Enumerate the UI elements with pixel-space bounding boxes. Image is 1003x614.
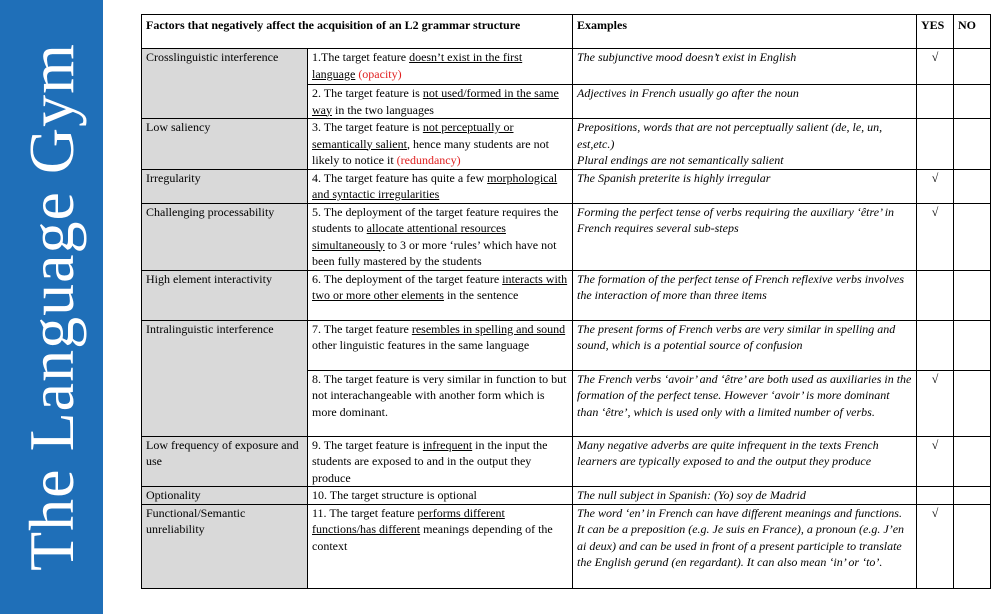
example-text: Prepositions, words that are not perceptually salient (de, le, un, est,etc.)	[577, 120, 883, 151]
table-row	[142, 49, 991, 85]
yes-cell	[917, 436, 954, 487]
check-mark: √	[931, 437, 939, 452]
factor-cell: High element interactivity	[142, 270, 308, 320]
description-text: 9. The target feature is	[312, 437, 423, 452]
factor-cell: Functional/Semantic unreliability	[142, 504, 308, 588]
check-mark: √	[931, 204, 939, 219]
description-cell	[308, 203, 573, 270]
check-mark: √	[931, 371, 939, 386]
header-yes: YES	[917, 15, 954, 49]
no-cell	[954, 436, 991, 487]
description-text: 3. The target feature is	[312, 120, 423, 134]
description-key-phrase: allocate attentional resources simultaneously	[312, 221, 506, 252]
description-text-end: in the two languages	[332, 102, 434, 117]
no-cell	[954, 487, 991, 505]
description-text: 8. The target feature is very similar in function to but not interachangeable with another form which is more dominant.	[312, 371, 567, 419]
example-text: The word ‘en’ in French can have different meanings and functions. It can be a preposition (e.g. Je suis en France), a pronoun (e.g. J’en ai deux) and can be used in front of a present participle to translate the English gerund (en regardant). It can also mean ‘in’ or ‘to’.	[577, 505, 905, 569]
no-cell	[954, 203, 991, 270]
description-text: 6. The deployment of the target feature	[312, 271, 503, 286]
table-row	[142, 487, 991, 505]
example-text: Forming the perfect tense of verbs requiring the auxiliary ‘être’ in French requires several sub-steps	[577, 204, 895, 235]
no-cell	[954, 119, 991, 170]
description-key-phrase: morphological and syntactic irregularities	[312, 170, 558, 201]
example-text: Adjectives in French usually go after the noun	[577, 86, 799, 100]
description-text: 4. The target feature has quite a few	[312, 170, 488, 185]
factor-cell: Low frequency of exposure and use	[142, 436, 308, 487]
factor-cell: Challenging processability	[142, 203, 308, 270]
example-text: The null subject in Spanish: (Yo) soy de Madrid	[577, 488, 806, 502]
example-cell	[573, 320, 917, 370]
description-cell	[308, 169, 573, 203]
yes-cell	[917, 487, 954, 505]
example-text: The French verbs ‘avoir’ and ‘être’ are both used as auxiliaries in the formation of the perfect tense. However ‘avoir’ is more dominant than ‘être’, which is used only with a limited number of verbs.	[577, 371, 912, 419]
description-text-end: to 3 or more ‘rules’ which have not been fully mastered by the students	[312, 237, 557, 268]
example-text: The formation of the perfect tense of French reflexive verbs involves the interaction of more than three items	[577, 271, 905, 302]
description-text: 7. The target feature	[312, 321, 412, 336]
example-cell	[573, 370, 917, 436]
description-text: 10. The target structure is optional	[312, 488, 477, 502]
description-text-end: , hence many students are not likely to notice it	[312, 136, 549, 167]
description-label: (opacity)	[358, 66, 402, 81]
table-row	[142, 504, 991, 588]
description-key-phrase: interacts with two or more other elements	[312, 271, 568, 302]
example-cell	[573, 85, 917, 119]
table-row	[142, 320, 991, 370]
check-mark: √	[931, 170, 939, 185]
example-text: The subjunctive mood doesn’t exist in English	[577, 50, 797, 64]
factor-cell: Optionality	[142, 487, 308, 505]
header-no: NO	[954, 15, 991, 49]
table-row	[142, 203, 991, 270]
header-factors: Factors that negatively affect the acquisition of an L2 grammar structure	[142, 15, 573, 49]
table-header-row	[142, 15, 991, 49]
example-cell	[573, 504, 917, 588]
no-cell	[954, 49, 991, 85]
no-cell	[954, 85, 991, 119]
table-row	[142, 270, 991, 320]
description-text: 1.The target feature	[312, 50, 410, 64]
check-mark: √	[931, 50, 939, 64]
factor-cell: Irregularity	[142, 169, 308, 203]
example-cell	[573, 169, 917, 203]
description-text-end: in the input the students are exposed to and in the output they produce	[312, 437, 548, 485]
description-cell	[308, 487, 573, 505]
example-cell	[573, 119, 917, 170]
description-key-phrase: resembles in spelling and sound	[411, 321, 566, 336]
header-examples: Examples	[573, 15, 917, 49]
description-text: 5. The deployment of the target feature requires the students to	[312, 204, 559, 235]
no-cell	[954, 320, 991, 370]
description-cell	[308, 504, 573, 588]
factor-cell: Low saliency	[142, 119, 308, 170]
description-key-phrase: doesn’t exist in the first language	[312, 50, 523, 81]
side-banner	[0, 0, 103, 614]
example-text: Many negative adverbs are quite infrequent in the texts French learners are typically exposed to and the output they produce	[577, 437, 879, 468]
no-cell	[954, 169, 991, 203]
description-text-end: in the sentence	[443, 288, 519, 302]
example-cell	[573, 203, 917, 270]
factor-cell: Intralinguistic interference	[142, 320, 308, 436]
description-label: (redundancy)	[396, 153, 461, 167]
description-key-phrase: performs different functions/has different	[312, 505, 505, 536]
example-cell	[573, 487, 917, 505]
description-cell	[308, 436, 573, 487]
yes-cell	[917, 504, 954, 588]
yes-cell	[917, 49, 954, 85]
no-cell	[954, 270, 991, 320]
yes-cell	[917, 85, 954, 119]
example-text: The Spanish preterite is highly irregular	[577, 170, 771, 185]
description-text-end: other linguistic features in the same language	[312, 338, 530, 352]
description-cell	[308, 49, 573, 85]
no-cell	[954, 370, 991, 436]
grammar-factors-table	[141, 14, 991, 589]
yes-cell	[917, 370, 954, 436]
table-row	[142, 169, 991, 203]
example-text: The present forms of French verbs are very similar in spelling and sound, which is a potential source of confusion	[577, 321, 896, 352]
no-cell	[954, 504, 991, 588]
description-cell	[308, 370, 573, 436]
example-cell	[573, 436, 917, 487]
example-cell	[573, 49, 917, 85]
yes-cell	[917, 270, 954, 320]
table-row	[142, 119, 991, 170]
description-text: 11. The target feature	[312, 505, 418, 520]
yes-cell	[917, 169, 954, 203]
description-text: 2. The target feature is	[312, 86, 423, 100]
description-cell	[308, 85, 573, 119]
description-cell	[308, 320, 573, 370]
yes-cell	[917, 203, 954, 270]
example-text-2: Plural endings are not semantically salient	[577, 153, 784, 167]
description-cell	[308, 119, 573, 170]
description-key-phrase: not perceptually or semantically salient	[312, 120, 514, 151]
table-row	[142, 436, 991, 487]
brand-title: The Language Gym	[16, 43, 87, 571]
description-cell	[308, 270, 573, 320]
check-mark: √	[931, 505, 939, 520]
example-cell	[573, 270, 917, 320]
yes-cell	[917, 320, 954, 370]
description-key-phrase: not used/formed in the same way	[312, 86, 559, 117]
description-key-phrase: infrequent	[422, 437, 473, 452]
factor-cell: Crosslinguistic interference	[142, 49, 308, 119]
description-text-end: meanings depending of the context	[312, 522, 553, 553]
yes-cell	[917, 119, 954, 170]
